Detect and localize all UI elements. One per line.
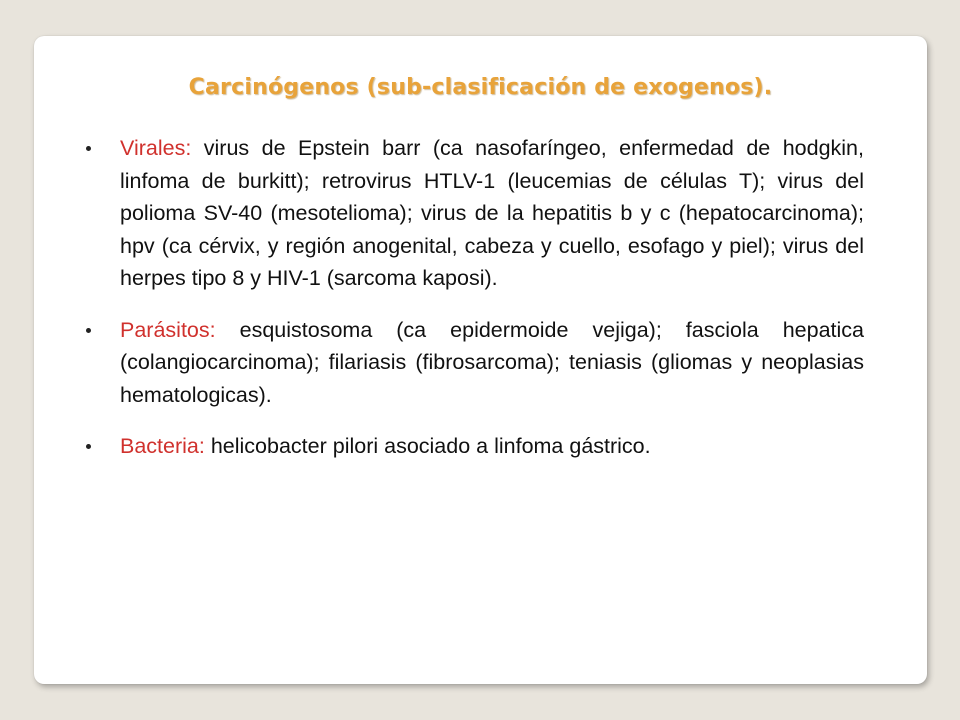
bullet-text: esquistosoma (ca epidermoide vejiga); fasciola hepatica (colangiocarcinoma); filariasis (fibrosarcoma); teniasis (gliomas y neoplasias hematologicas). bbox=[120, 317, 864, 407]
bullet-term: Virales: bbox=[120, 136, 192, 160]
slide-title: Carcinógenos (sub-clasificación de exogenos). bbox=[188, 75, 773, 100]
bullet-dot-icon bbox=[86, 328, 91, 333]
bullet-term: Bacteria: bbox=[120, 434, 205, 458]
bullet-item-parasitos bbox=[84, 314, 864, 412]
bullet-dot-icon bbox=[86, 444, 91, 449]
bullet-text: virus de Epstein barr (ca nasofaríngeo, enfermedad de hodgkin, linfoma de burkitt); retrovirus HTLV-1 (leucemias de células T); virus del polioma SV-40 (mesotelioma); virus de la hepatitis b y c (hepatocarcinoma); hpv (ca cérvix, y región anogenital, cabeza y cuello, esofago y piel); virus del herpes tipo 8 y HIV-1 (sarcoma kaposi). bbox=[120, 136, 864, 290]
slide-card bbox=[34, 36, 927, 684]
bullet-term: Parásitos: bbox=[120, 317, 216, 342]
bullet-list bbox=[84, 132, 864, 482]
bullet-item-bacteria bbox=[84, 430, 864, 463]
bullet-dot-icon bbox=[86, 146, 91, 151]
bullet-item-virales bbox=[84, 132, 864, 295]
bullet-text: helicobacter pilori asociado a linfoma gástrico. bbox=[204, 434, 651, 458]
